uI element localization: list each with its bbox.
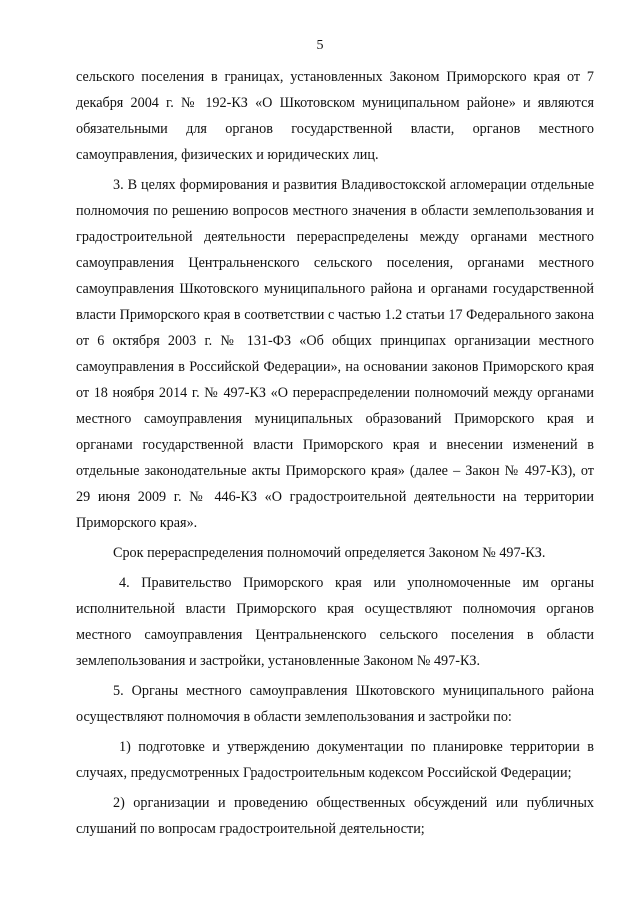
list-item-1: 1) подготовке и утверждению документации по планировке территории в случаях, предусмотренных Градостроительным кодексом Российской Федерации; [76, 739, 594, 781]
document-body [76, 64, 594, 842]
paragraph-item-5: 5. Органы местного самоуправления Шкотовского муниципального района осуществляют полномочия в области землепользования и застройки по: [76, 683, 594, 725]
paragraph-item-3: 3. В целях формирования и развития Владивостокской агломерации отдельные полномочия по решению вопросов местного значения в области землепользования и градостроительной деятельности перераспределены между органами местного самоуправления Центральненского сельского поселения, органами местного самоуправления Шкотовского муниципального района и органами государственной власти Приморского края в соответствии с частью 1.2 статьи 17 Федерального закона от 6 октября 2003 г. № 131-ФЗ «Об общих принципах организации местного самоуправления в Российской Федерации», на основании законов Приморского края от 18 ноября 2014 г. № 497-КЗ «О перераспределении полномочий между органами местного самоуправления муниципальных образований Приморского края и органами государственной власти Приморского края и внесении изменений в отдельные законодательные акты Приморского края» (далее – Закон № 497-КЗ), от 29 июня 2009 г. № 446-КЗ «О градостроительной деятельности на территории Приморского края». [76, 177, 594, 531]
paragraph-item-4: 4. Правительство Приморского края или уполномоченные им органы исполнительной власти Приморского края осуществляют полномочия органов местного самоуправления Центральненского сельского поселения в области землепользования и застройки, установленные Законом № 497-КЗ. [76, 575, 594, 669]
page-number: 5 [316, 38, 324, 53]
paragraph-continuation: сельского поселения в границах, установленных Законом Приморского края от 7 декабря 2004 г. № 192-КЗ «О Шкотовском муниципальном районе» и являются обязательными для органов государственной власти, органов местного самоуправления, физических и юридических лиц. [76, 69, 594, 163]
paragraph-term: Срок перераспределения полномочий определяется Законом № 497-КЗ. [113, 545, 546, 561]
list-item-2: 2) организации и проведению общественных обсуждений или публичных слушаний по вопросам градостроительной деятельности; [76, 795, 594, 837]
